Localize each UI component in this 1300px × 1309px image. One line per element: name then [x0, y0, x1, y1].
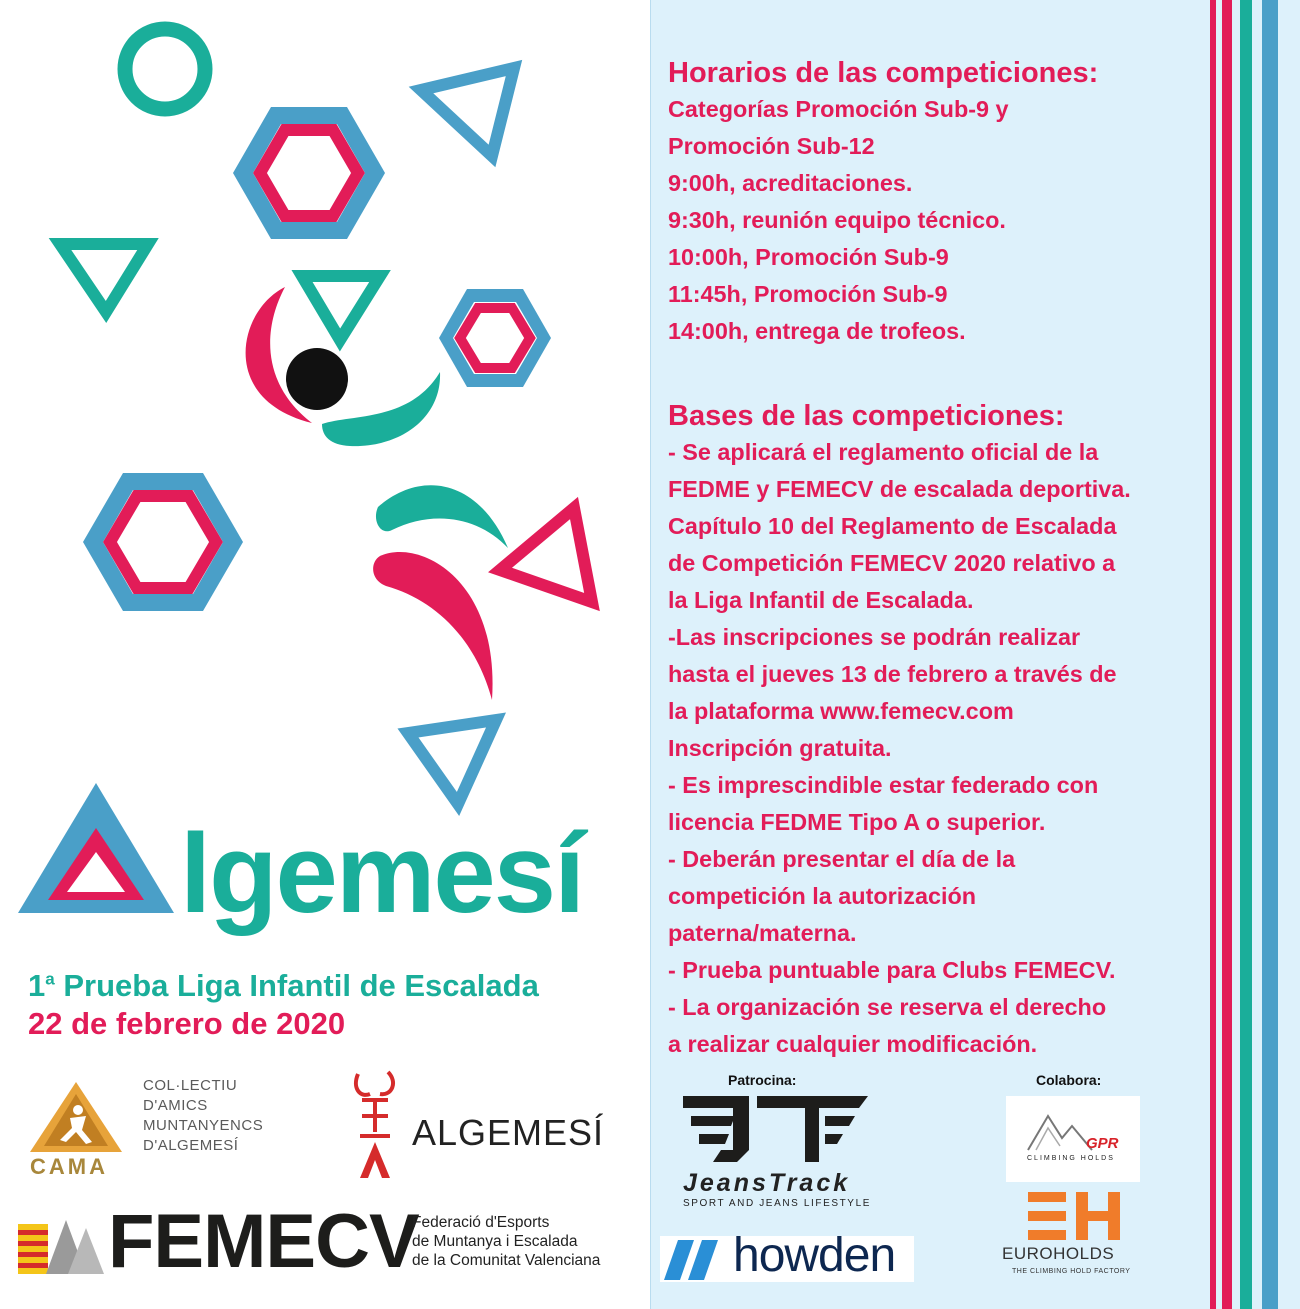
algemesi-town-logo-text: ALGEMESÍ	[412, 1112, 605, 1153]
schedule-section	[668, 55, 1208, 350]
schedule-line: Categorías Promoción Sub-9 y	[668, 96, 1009, 122]
cama-mountain-icon	[26, 1080, 126, 1154]
rules-line: Inscripción gratuita.	[668, 735, 892, 761]
femecv-description	[412, 1213, 600, 1270]
algemesi-town-emblem-icon	[348, 1068, 404, 1180]
jeanstrack-tagline: SPORT AND JEANS LIFESTYLE	[683, 1198, 872, 1209]
rules-line: de Competición FEMECV 2020 relativo a	[668, 550, 1116, 576]
large-hexagon-shape	[233, 107, 385, 239]
rules-line: - Es imprescindible estar federado con	[668, 772, 1099, 798]
event-date: 22 de febrero de 2020	[28, 1006, 346, 1041]
algemesi-title: lgemesí	[180, 811, 584, 936]
rules-line: -Las inscripciones se podrán realizar	[668, 624, 1081, 650]
cama-line: MUNTANYENCS	[143, 1117, 264, 1134]
rules-line: paterna/materna.	[668, 920, 857, 946]
cama-line: COL·LECTIU	[143, 1077, 238, 1094]
rules-line: a realizar cualquier modificación.	[668, 1031, 1038, 1057]
subtitle-superscript: a	[45, 969, 55, 989]
pink-wave-shape	[373, 552, 492, 700]
rules-line: - Deberán presentar el día de la	[668, 846, 1016, 872]
schedule-heading: Horarios de las competiciones:	[668, 57, 1099, 89]
small-hexagon-shape	[439, 289, 551, 387]
subtitle-ordinal: 1	[28, 968, 46, 1003]
rules-line: Capítulo 10 del Reglamento de Escalada	[668, 513, 1117, 539]
femecv-line: Federació d'Esports	[412, 1214, 550, 1231]
sponsor-label: Patrocina:	[728, 1072, 797, 1088]
rules-heading: Bases de las competiciones:	[668, 400, 1065, 432]
teal-triangle-center-shape	[302, 276, 380, 340]
euroholds-eh-icon	[1028, 1192, 1120, 1240]
blue-triangle-top-shape	[421, 68, 514, 156]
rules-line: la Liga Infantil de Escalada.	[668, 587, 974, 613]
rules-line: - Prueba puntuable para Clubs FEMECV.	[668, 957, 1116, 983]
howden-logo-text: howden	[733, 1229, 896, 1282]
event-subtitle	[28, 968, 539, 1004]
femecv-logo-text: FEMECV	[108, 1199, 419, 1284]
femecv-line: de Muntanya i Escalada	[412, 1233, 578, 1250]
euroholds-logo-text: EUROHOLDS	[1002, 1244, 1115, 1263]
jeanstrack-jt-icon	[683, 1094, 868, 1166]
rules-line: competición la autorización	[668, 883, 977, 909]
teal-triangle-left-shape	[60, 244, 148, 312]
schedule-line: 14:00h, entrega de trofeos.	[668, 318, 966, 344]
rules-line: licencia FEDME Tipo A o superior.	[668, 809, 1046, 835]
cama-description	[143, 1076, 263, 1156]
left-hexagon-shape	[83, 473, 243, 611]
cama-logo-text: CAMA	[30, 1154, 108, 1179]
femecv-mountains-icon	[16, 1212, 106, 1274]
gpr-logo-text: GPR	[1086, 1135, 1119, 1152]
cama-line: D'AMICS	[143, 1097, 208, 1114]
black-dot-shape	[286, 348, 348, 410]
howden-slashes-icon	[664, 1240, 730, 1280]
teal-stripe	[1240, 0, 1252, 1309]
femecv-line: de la Comunitat Valenciana	[412, 1252, 601, 1269]
schedule-line: 9:30h, reunión equipo técnico.	[668, 207, 1006, 233]
algemesi-a-triangle-logo	[18, 783, 174, 913]
pink-stripe-thin	[1210, 0, 1216, 1309]
rules-line: - Se aplicará el reglamento oficial de la	[668, 439, 1099, 465]
pink-stripe	[1222, 0, 1232, 1309]
schedule-line: 11:45h, Promoción Sub-9	[668, 281, 948, 307]
rules-section	[668, 398, 1208, 1063]
rules-line: FEDME y FEMECV de escalada deportiva.	[668, 476, 1131, 502]
jeanstrack-logo-text: JeansTrack	[683, 1169, 851, 1197]
blue-stripe	[1262, 0, 1278, 1309]
pink-triangle-shape	[500, 508, 592, 602]
gpr-subtitle: CLIMBING HOLDS	[1027, 1155, 1115, 1162]
blue-triangle-bottom-shape	[408, 720, 496, 804]
euroholds-subtitle: THE CLIMBING HOLD FACTORY	[1012, 1268, 1131, 1275]
rules-line: la plataforma www.femecv.com	[668, 698, 1014, 724]
teal-wave-shape	[376, 485, 508, 548]
collab-label: Colabora:	[1036, 1072, 1102, 1088]
schedule-line: 10:00h, Promoción Sub-9	[668, 244, 949, 270]
schedule-line: 9:00h, acreditaciones.	[668, 170, 913, 196]
rules-line: - La organización se reserva el derecho	[668, 994, 1107, 1020]
subtitle-text: Prueba Liga Infantil de Escalada	[54, 968, 539, 1003]
teal-circle-shape	[125, 29, 205, 109]
cama-line: D'ALGEMESÍ	[143, 1137, 239, 1154]
schedule-line: Promoción Sub-12	[668, 133, 875, 159]
rules-line: hasta el jueves 13 de febrero a través de	[668, 661, 1117, 687]
